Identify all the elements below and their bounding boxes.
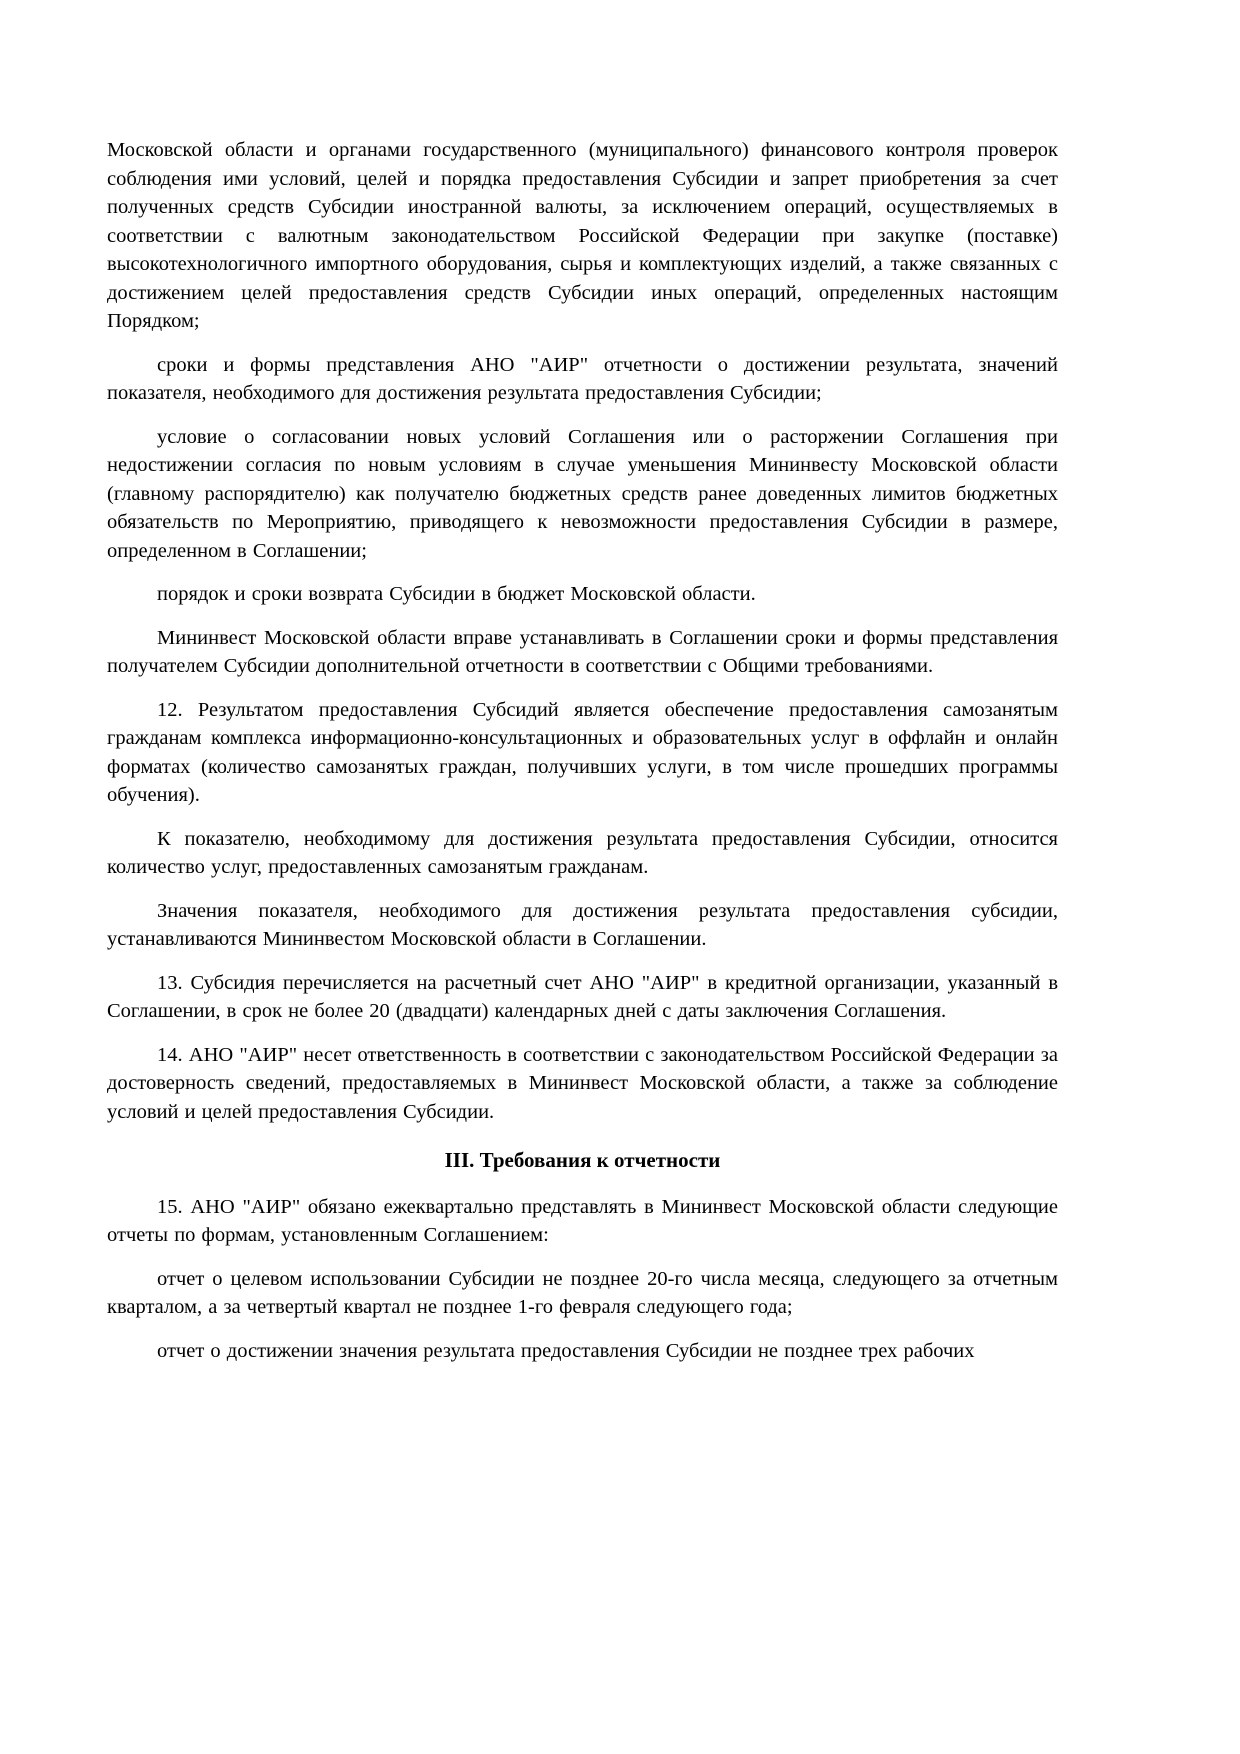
document-content — [107, 136, 1058, 1380]
paragraph-item-15: 15. АНО "АИР" обязано ежеквартально представлять в Мининвест Московской области следующие отчеты по формам, установленным Соглашением: — [107, 1195, 1058, 1246]
paragraph-indicator: К показателю, необходимому для достижения результата предоставления Субсидии, относится количество услуг, предоставленных самозанятым гражданам. — [107, 827, 1058, 878]
paragraph-terms-reporting: сроки и формы представления АНО "АИР" отчетности о достижении результата, значений показателя, необходимого для достижения результата предоставления Субсидии; — [107, 353, 1058, 404]
paragraph-report-usage: отчет о целевом использовании Субсидии не позднее 20-го числа месяца, следующего за отчетным кварталом, а за четвертый квартал не позднее 1-го февраля следующего года; — [107, 1267, 1058, 1318]
paragraph-report-result: отчет о достижении значения результата предоставления Субсидии не позднее трех рабочих — [157, 1339, 975, 1362]
paragraph-agreement-condition: условие о согласовании новых условий Соглашения или о расторжении Соглашения при недостижении согласия по новым условиям в случае уменьшения Мининвесту Московской области (главному распорядителю) как получателю бюджетных средств ранее доведенных лимитов бюджетных обязательств по Мероприятию, приводящего к невозможности предоставления Субсидии в размере, определенном в Соглашении; — [107, 425, 1058, 562]
paragraph-continuation: Московской области и органами государственного (муниципального) финансового контроля проверок соблюдения ими условий, целей и порядка предоставления Субсидии и запрет приобретения за счет полученных средств Субсидии иностранной валюты, за исключением операций, осуществляемых в соответствии с валютным законодательством Российской Федерации при закупке (поставке) высокотехнологичного импортного оборудования, сырья и комплектующих изделий, а также связанных с достижением целей предоставления средств Субсидии иных операций, определенных настоящим Порядком; — [107, 139, 1058, 332]
paragraph-mininvest-rights: Мининвест Московской области вправе устанавливать в Соглашении сроки и формы представления получателем Субсидии дополнительной отчетности в соответствии с Общими требованиями. — [107, 626, 1058, 677]
paragraph-item-12: 12. Результатом предоставления Субсидий является обеспечение предоставления самозанятым гражданам комплекса информационно-консультационных и образовательных услуг в оффлайн и онлайн форматах (количество самозанятых граждан, получивших услуги, в том числе прошедших программы обучения). — [107, 698, 1058, 806]
paragraph-indicator-values: Значения показателя, необходимого для достижения результата предоставления субсидии, устанавливаются Мининвестом Московской области в Соглашении. — [107, 899, 1058, 950]
paragraph-item-14: 14. АНО "АИР" несет ответственность в соответствии с законодательством Российской Федерации за достоверность сведений, предоставляемых в Мининвест Московской области, а также за соблюдение условий и целей предоставления Субсидии. — [107, 1043, 1058, 1123]
paragraph-subsidy-return: порядок и сроки возврата Субсидии в бюджет Московской области. — [157, 583, 756, 605]
section-heading-reporting-requirements: III. Требования к отчетности — [444, 1148, 721, 1172]
paragraph-item-13: 13. Субсидия перечисляется на расчетный счет АНО "АИР" в кредитной организации, указанный в Соглашении, в срок не более 20 (двадцати) календарных дней с даты заключения Соглашения. — [107, 971, 1058, 1022]
